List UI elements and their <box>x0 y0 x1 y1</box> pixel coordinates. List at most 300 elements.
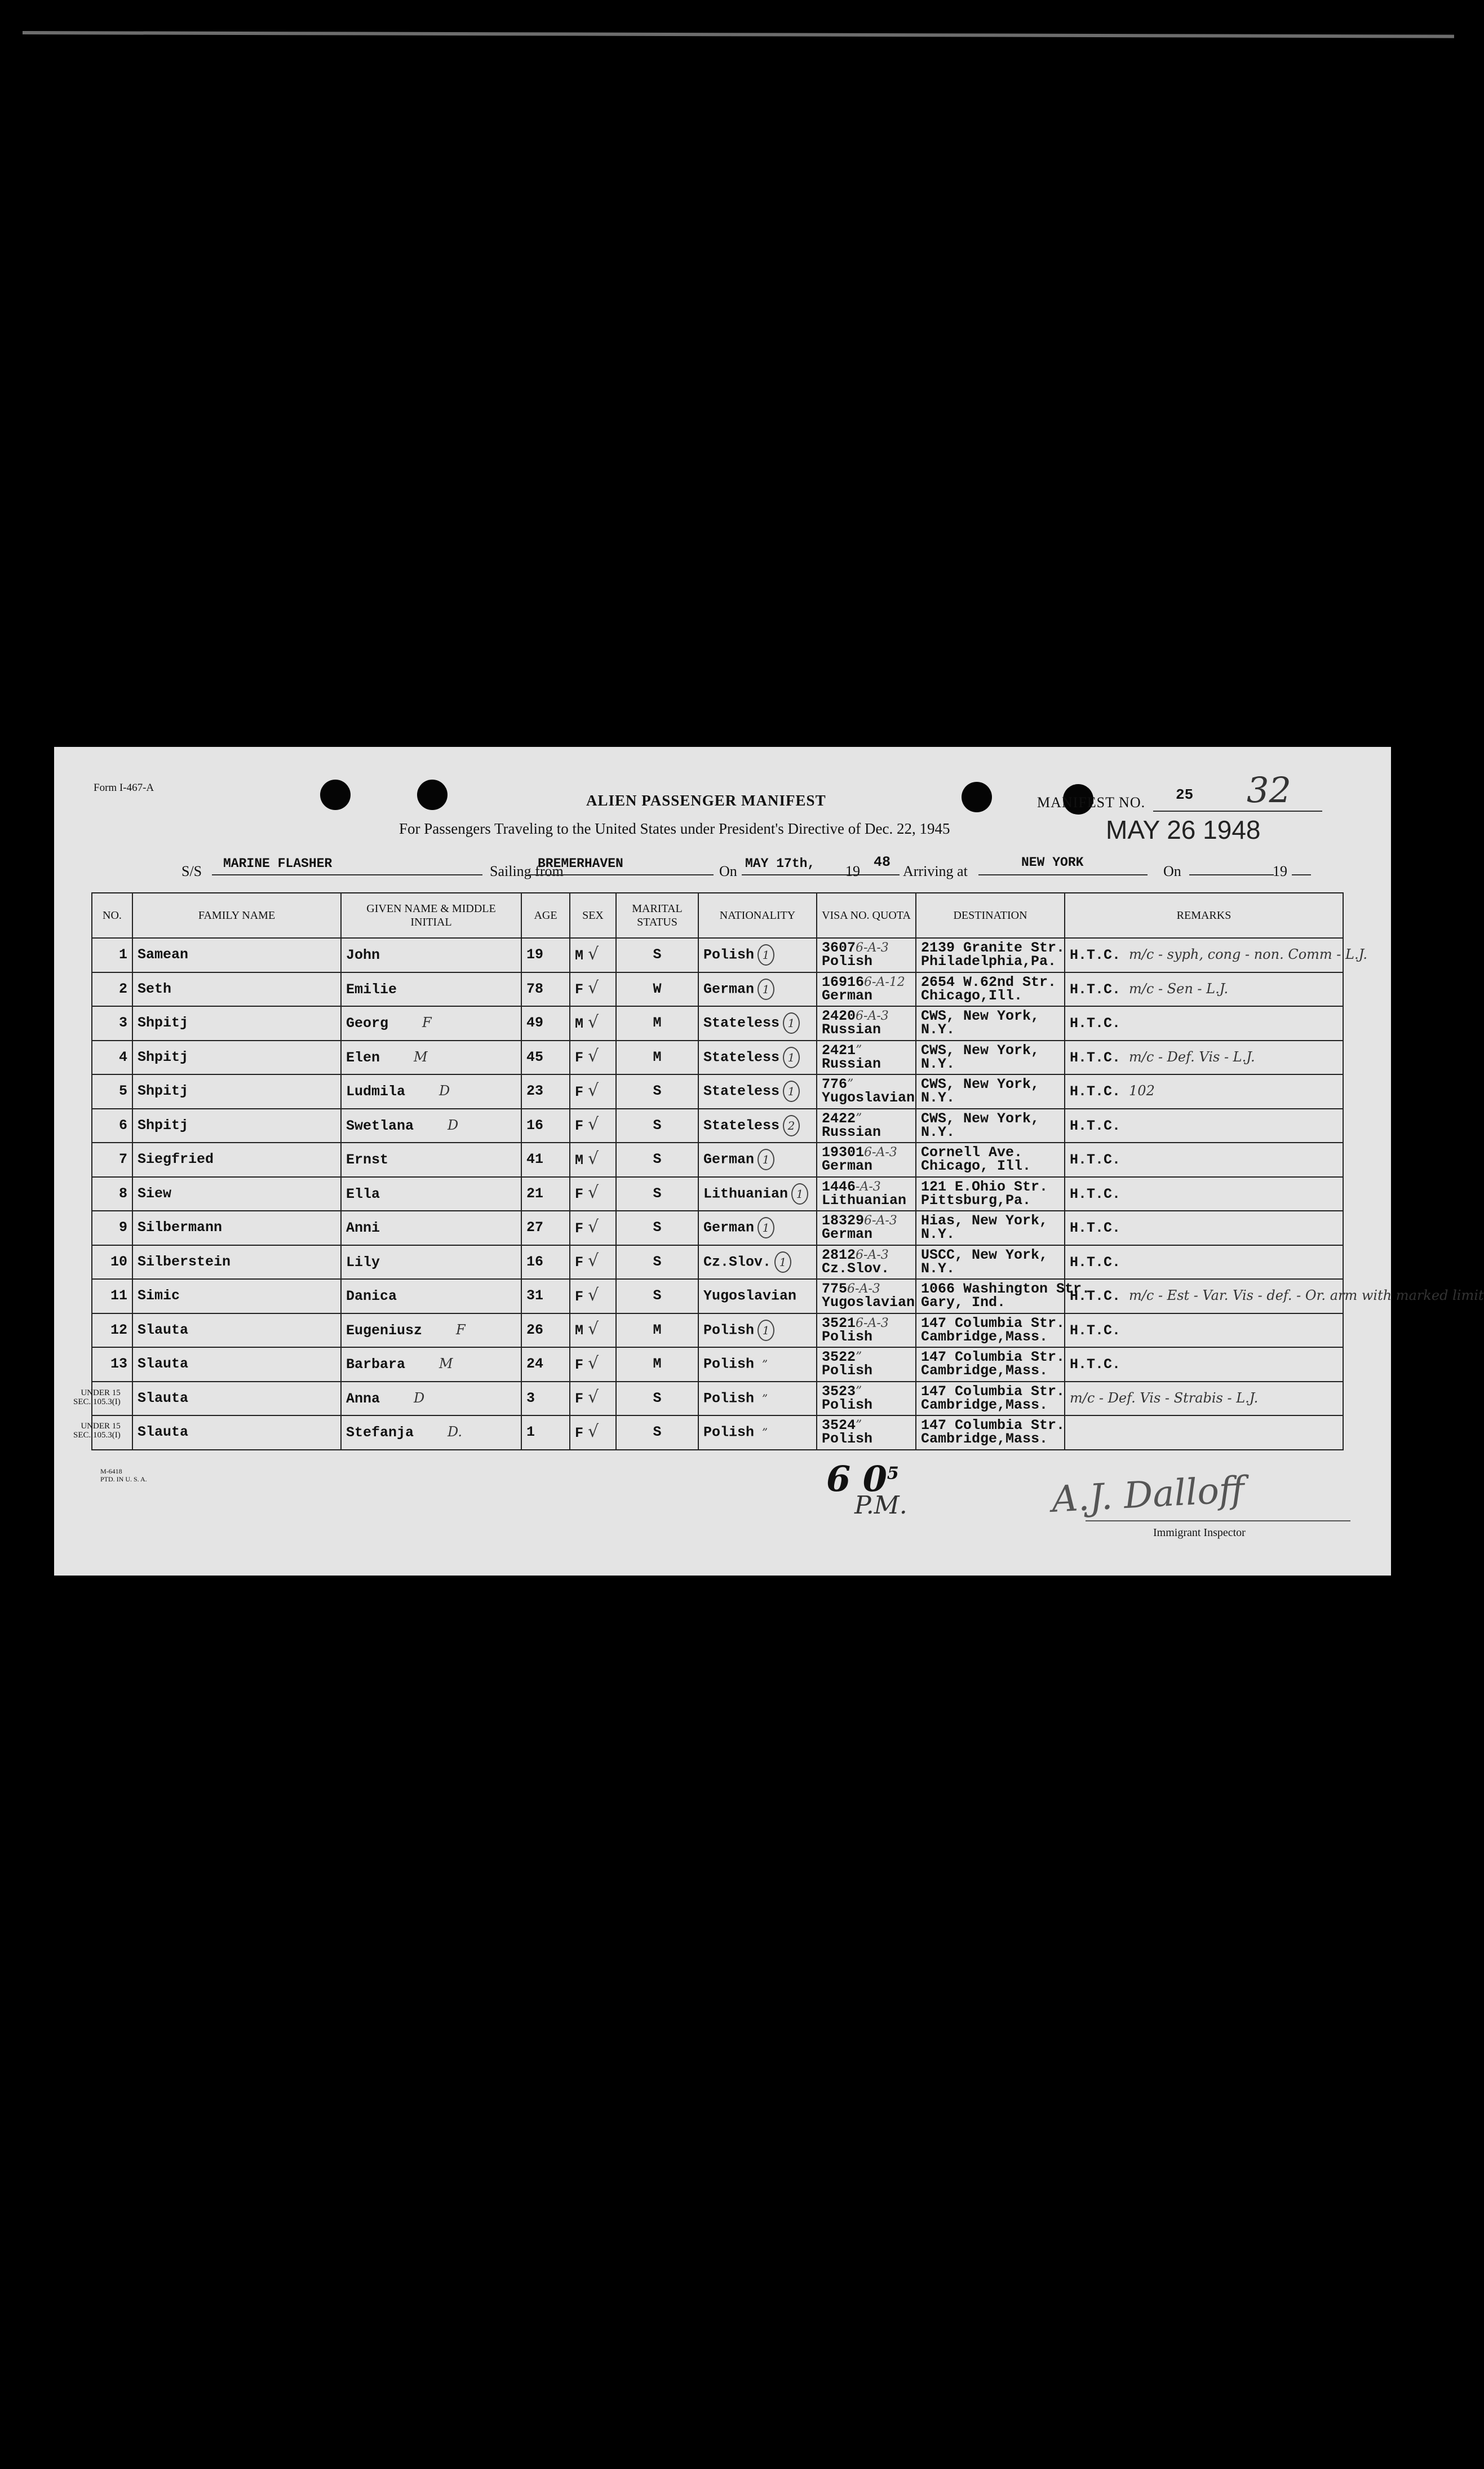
remarks-cell <box>1065 1245 1343 1280</box>
destination-cell <box>916 938 1065 972</box>
destination-cell <box>916 972 1065 1007</box>
passenger-row <box>92 1177 1343 1211</box>
destination-cell <box>916 1006 1065 1041</box>
quota-value: Yugoslavian <box>822 1090 915 1107</box>
destination-line-1: Hias, New York, <box>921 1213 1048 1229</box>
family-role-mark: D. <box>448 1424 463 1440</box>
given-name-cell <box>341 938 521 972</box>
visa-cell <box>817 1074 916 1109</box>
manifest-label: MANIFEST NO. <box>1037 794 1146 811</box>
given-name-cell <box>341 1177 521 1211</box>
visa-annotation: 6-A-3 <box>856 1009 889 1024</box>
quota-value: Yugoslavian <box>822 1294 915 1311</box>
visa-annotation: ” <box>847 1077 854 1092</box>
year-label: 19 <box>845 863 860 879</box>
visa-number: 3524 <box>822 1417 856 1434</box>
destination-line-1: 147 Columbia Str. <box>921 1417 1065 1434</box>
nationality-value: Polish <box>703 946 755 963</box>
circled-mark: 1 <box>791 1183 808 1205</box>
visa-number: 775 <box>822 1281 848 1298</box>
sex-cell <box>570 1347 616 1382</box>
visa-annotation: 6-A-3 <box>856 1247 889 1262</box>
section-label: SEC. 105.3(I) <box>73 1397 121 1406</box>
family-name-cell: Slauta <box>132 1415 341 1450</box>
visa-number: 3521 <box>822 1315 856 1331</box>
sex-value: F <box>575 1356 584 1373</box>
visa-cell <box>817 1143 916 1177</box>
manifest-handwritten-number: 32 <box>1247 769 1291 811</box>
visa-annotation: 6-A-3 <box>864 1145 897 1160</box>
row-number: 2 <box>92 972 132 1007</box>
count-superscript: 5 <box>887 1463 899 1484</box>
age-cell: 23 <box>521 1074 570 1109</box>
remarks-cell <box>1065 1006 1343 1041</box>
visa-number: 16916 <box>822 974 865 990</box>
remarks-cell <box>1065 1313 1343 1348</box>
family-role-mark: D <box>448 1117 459 1133</box>
passenger-row <box>92 1415 1343 1450</box>
family-name-cell: Silberstein <box>132 1245 341 1280</box>
given-name: Swetlana <box>346 1117 414 1134</box>
destination-line-1: CWS, New York, <box>921 1076 1040 1093</box>
remarks-cell <box>1065 1143 1343 1177</box>
under15-label: UNDER 15 <box>81 1422 121 1431</box>
sailing-port: BREMERHAVEN <box>538 856 623 871</box>
destination-cell <box>916 1074 1065 1109</box>
given-name: Lily <box>346 1254 380 1271</box>
row-number: 5 <box>92 1074 132 1109</box>
manifest-document <box>54 747 1484 1576</box>
nationality-cell <box>698 1415 817 1450</box>
sex-value: F <box>575 1220 584 1237</box>
visa-annotation: 6-A-3 <box>847 1282 880 1297</box>
circled-mark: ” <box>761 1357 768 1371</box>
given-name-cell <box>341 1347 521 1382</box>
nationality-value: Polish <box>703 1390 755 1407</box>
visa-cell <box>817 1006 916 1041</box>
destination-line-2: Cambridge,Mass. <box>921 1362 1048 1379</box>
given-name-cell <box>341 1211 521 1245</box>
visa-cell <box>817 1382 916 1416</box>
circled-mark: 1 <box>783 1081 800 1102</box>
nationality-cell <box>698 1382 817 1416</box>
sex-cell <box>570 1415 616 1450</box>
nationality-cell <box>698 938 817 972</box>
col-family-name: FAMILY NAME <box>132 893 341 938</box>
marital-status-cell: W <box>616 972 698 1007</box>
col-sex: SEX <box>570 893 616 938</box>
destination-cell <box>916 1177 1065 1211</box>
row-number: 12 <box>92 1313 132 1348</box>
visa-number: 3607 <box>822 940 856 957</box>
age-cell: 24 <box>521 1347 570 1382</box>
passenger-row <box>92 972 1343 1007</box>
remarks-cell <box>1065 972 1343 1007</box>
visa-number: 2421 <box>822 1042 856 1059</box>
inspector-label: Immigrant Inspector <box>1153 1526 1246 1539</box>
quota-value: Russian <box>822 1123 881 1140</box>
given-name: Stefanja <box>346 1424 414 1441</box>
destination-line-2: N.Y. <box>921 1055 955 1072</box>
check-mark-icon: √ <box>588 1353 599 1373</box>
age-cell: 41 <box>521 1143 570 1177</box>
quota-value: German <box>822 987 873 1004</box>
print-info <box>100 1467 147 1483</box>
remarks-typed: H.T.C. <box>1070 1220 1121 1237</box>
given-name-cell <box>341 1313 521 1348</box>
family-name-cell: Slauta <box>132 1313 341 1348</box>
quota-value: Russian <box>822 1055 881 1072</box>
passenger-row <box>92 1382 1343 1416</box>
row-number: 10 <box>92 1245 132 1280</box>
destination-cell <box>916 1347 1065 1382</box>
given-name-cell <box>341 1279 521 1313</box>
given-name: Georg <box>346 1015 389 1032</box>
sailing-label: Sailing from <box>490 863 564 879</box>
family-role-mark: F <box>422 1015 432 1031</box>
visa-number: 776 <box>822 1076 848 1093</box>
visa-cell <box>817 1245 916 1280</box>
sex-value: F <box>575 1288 584 1305</box>
check-mark-icon: √ <box>588 1251 599 1271</box>
passenger-row <box>92 1074 1343 1109</box>
sex-cell <box>570 1211 616 1245</box>
ship-line <box>212 874 482 875</box>
sex-cell <box>570 1006 616 1041</box>
passenger-row <box>92 1006 1343 1041</box>
passenger-row <box>92 1347 1343 1382</box>
remarks-handwritten: 102 <box>1129 1083 1155 1099</box>
circled-mark: 1 <box>757 1217 774 1238</box>
section-label: SEC. 105.3(I) <box>73 1431 121 1440</box>
destination-cell <box>916 1211 1065 1245</box>
visa-number: 2422 <box>822 1110 856 1127</box>
nationality-cell <box>698 1279 817 1313</box>
age-cell: 27 <box>521 1211 570 1245</box>
col-no: NO. <box>92 893 132 938</box>
given-name: Eugeniusz <box>346 1322 423 1339</box>
remarks-cell <box>1065 1109 1343 1143</box>
row-number: 3 <box>92 1006 132 1041</box>
sex-value: F <box>575 1424 584 1441</box>
passenger-row <box>92 1245 1343 1280</box>
remarks-cell <box>1065 1211 1343 1245</box>
ship-name: MARINE FLASHER <box>223 856 333 871</box>
passenger-row <box>92 1143 1343 1177</box>
arriving-label: Arriving at <box>903 863 968 879</box>
family-role-mark: D <box>439 1083 450 1099</box>
row-number: 1 <box>92 938 132 972</box>
inspector-signature: A.J. Dalloff <box>1051 1469 1246 1521</box>
nationality-cell <box>698 1006 817 1041</box>
arrival-date-line <box>1189 874 1274 875</box>
visa-number: 2420 <box>822 1008 856 1025</box>
remarks-typed: H.T.C. <box>1070 1254 1121 1271</box>
sex-cell <box>570 972 616 1007</box>
quota-value: German <box>822 1226 873 1243</box>
destination-line-2: Chicago, Ill. <box>921 1158 1031 1175</box>
visa-number: 18329 <box>822 1213 865 1229</box>
visa-number: 3523 <box>822 1383 856 1400</box>
sex-value: M <box>575 1322 584 1339</box>
marital-status-cell: S <box>616 1279 698 1313</box>
remarks-handwritten: m/c - Def. Vis - L.J. <box>1129 1048 1255 1065</box>
destination-line-1: USCC, New York, <box>921 1246 1048 1263</box>
nationality-cell <box>698 1313 817 1348</box>
nationality-value: Yugoslavian <box>703 1287 797 1304</box>
row-number: 9 <box>92 1211 132 1245</box>
remarks-typed: H.T.C. <box>1070 1049 1121 1066</box>
marital-status-cell: S <box>616 1415 698 1450</box>
on2-label: On <box>1163 863 1181 879</box>
given-name: Anni <box>346 1220 380 1237</box>
passenger-row <box>92 1313 1343 1348</box>
remarks-handwritten: m/c - Def. Vis - Strabis - L.J. <box>1070 1390 1259 1406</box>
circled-mark: ” <box>761 1426 768 1440</box>
check-mark-icon: √ <box>588 1148 599 1169</box>
given-name-cell <box>341 972 521 1007</box>
visa-annotation: ” <box>856 1384 862 1399</box>
row-number: 13 <box>92 1347 132 1382</box>
passenger-row <box>92 1211 1343 1245</box>
on-label: On <box>719 863 737 879</box>
age-cell: 3 <box>521 1382 570 1416</box>
age-cell: 45 <box>521 1041 570 1075</box>
destination-line-1: 1066 Washington Str. <box>921 1281 1091 1298</box>
family-name-cell: Simic <box>132 1279 341 1313</box>
circled-mark: 1 <box>774 1251 791 1273</box>
marital-status-cell: S <box>616 1245 698 1280</box>
ss-label: S/S <box>181 863 202 879</box>
print-location: PTD. IN U. S. A. <box>100 1475 147 1483</box>
col-visa-quota: VISA NO. QUOTA <box>817 893 916 938</box>
sex-cell <box>570 1245 616 1280</box>
destination-line-1: 121 E.Ohio Str. <box>921 1178 1048 1195</box>
destination-line-1: 147 Columbia Str. <box>921 1349 1065 1366</box>
family-name-cell: Slauta <box>132 1382 341 1416</box>
sex-cell <box>570 1279 616 1313</box>
received-date-stamp: MAY 26 1948 <box>1106 815 1261 844</box>
family-name-cell: Samean <box>132 938 341 972</box>
remarks-typed: H.T.C. <box>1070 981 1121 998</box>
quota-value: German <box>822 1158 873 1175</box>
circled-mark: 1 <box>757 1149 774 1170</box>
sex-value: M <box>575 1015 584 1032</box>
remarks-cell <box>1065 1177 1343 1211</box>
visa-cell <box>817 1109 916 1143</box>
under15-note-b <box>73 1422 121 1440</box>
destination-cell <box>916 1313 1065 1348</box>
form-number: Form I-467-A <box>94 782 154 794</box>
marital-status-cell: S <box>616 1109 698 1143</box>
remarks-typed: H.T.C. <box>1070 1015 1121 1032</box>
age-cell: 31 <box>521 1279 570 1313</box>
punch-hole <box>320 780 351 810</box>
passenger-row <box>92 1041 1343 1075</box>
visa-number: 3522 <box>822 1349 856 1366</box>
marital-status-cell: M <box>616 1006 698 1041</box>
age-cell: 16 <box>521 1245 570 1280</box>
sex-cell <box>570 1074 616 1109</box>
marital-status-cell: S <box>616 1382 698 1416</box>
visa-number: 1446 <box>822 1178 856 1195</box>
destination-cell <box>916 1041 1065 1075</box>
destination-line-2: N.Y. <box>921 1260 955 1277</box>
nationality-value: Stateless <box>703 1117 780 1134</box>
destination-line-1: CWS, New York, <box>921 1008 1040 1025</box>
given-name: Ella <box>346 1185 380 1202</box>
destination-cell <box>916 1143 1065 1177</box>
count-value: 6 0 <box>826 1458 887 1499</box>
nationality-value: Polish <box>703 1356 755 1373</box>
destination-line-2: Cambridge,Mass. <box>921 1431 1048 1448</box>
family-name-cell: Silbermann <box>132 1211 341 1245</box>
remarks-handwritten: m/c - syph, cong - non. Comm - L.J. <box>1129 946 1367 963</box>
sex-value: F <box>575 981 584 998</box>
visa-cell <box>817 1211 916 1245</box>
given-name: Ernst <box>346 1152 389 1169</box>
sex-value: M <box>575 1152 584 1169</box>
destination-line-2: Pittsburg,Pa. <box>921 1192 1031 1209</box>
row-number: 8 <box>92 1177 132 1211</box>
family-role-mark: F <box>456 1321 466 1338</box>
sex-value: F <box>575 1118 584 1135</box>
visa-cell <box>817 1313 916 1348</box>
col-given-name: GIVEN NAME & MIDDLE INITIAL <box>341 893 521 938</box>
nationality-cell <box>698 1041 817 1075</box>
remarks-typed: H.T.C. <box>1070 1152 1121 1169</box>
circled-mark: 1 <box>757 1320 774 1341</box>
marital-status-cell: M <box>616 1313 698 1348</box>
given-name: Emilie <box>346 981 397 998</box>
passenger-row <box>92 1109 1343 1143</box>
check-mark-icon: √ <box>588 1216 599 1237</box>
sex-cell <box>570 1143 616 1177</box>
visa-annotation: ” <box>856 1043 862 1057</box>
destination-line-1: 147 Columbia Str. <box>921 1315 1065 1331</box>
family-name-cell: Shpitj <box>132 1074 341 1109</box>
sex-cell <box>570 1313 616 1348</box>
circled-mark: 2 <box>783 1115 800 1136</box>
visa-annotation: 6-A-3 <box>864 1214 897 1228</box>
family-role-mark: M <box>414 1048 428 1065</box>
given-name-cell <box>341 1109 521 1143</box>
sailing-line <box>528 874 714 875</box>
table-header-row <box>92 893 1343 938</box>
marital-status-cell: S <box>616 938 698 972</box>
sex-value: F <box>575 1083 584 1100</box>
destination-cell <box>916 1415 1065 1450</box>
given-name: Elen <box>346 1049 380 1066</box>
remarks-cell <box>1065 938 1367 972</box>
remarks-cell <box>1065 1415 1343 1450</box>
nationality-value: Stateless <box>703 1049 780 1066</box>
age-cell: 26 <box>521 1313 570 1348</box>
destination-line-2: Chicago,Ill. <box>921 987 1023 1004</box>
manifest-typed-number: 25 <box>1176 786 1194 803</box>
signature-line <box>1086 1520 1350 1521</box>
remarks-handwritten: m/c - Sen - L.J. <box>1129 980 1229 997</box>
sex-value: F <box>575 1254 584 1271</box>
sex-value: F <box>575 1391 584 1408</box>
visa-number: 19301 <box>822 1144 865 1161</box>
given-name: Barbara <box>346 1356 406 1373</box>
family-name-cell: Shpitj <box>132 1041 341 1075</box>
passenger-table <box>91 892 1484 1450</box>
check-mark-icon: √ <box>588 978 599 998</box>
circled-mark: 1 <box>783 1012 800 1034</box>
given-name: Danica <box>346 1288 397 1305</box>
remarks-typed: H.T.C. <box>1070 1356 1121 1373</box>
marital-status-cell: S <box>616 1177 698 1211</box>
visa-annotation: 6-A-3 <box>856 1316 889 1330</box>
form-subtitle: For Passengers Traveling to the United States under President's Directive of Dec. 22, 1945 <box>399 820 950 837</box>
nationality-value: German <box>703 981 755 998</box>
sex-cell <box>570 1382 616 1416</box>
given-name: Anna <box>346 1390 380 1407</box>
nationality-value: German <box>703 1219 755 1236</box>
family-role-mark: D <box>414 1390 425 1406</box>
given-name: John <box>346 947 380 964</box>
nationality-cell <box>698 972 817 1007</box>
marital-status-cell: S <box>616 1211 698 1245</box>
quota-value: Cz.Slov. <box>822 1260 890 1277</box>
quota-value: Polish <box>822 953 873 970</box>
destination-line-2: N.Y. <box>921 1021 955 1038</box>
check-mark-icon: √ <box>588 1387 599 1408</box>
col-age: AGE <box>521 893 570 938</box>
under15-label: UNDER 15 <box>81 1388 121 1397</box>
remarks-typed: H.T.C. <box>1070 1117 1121 1134</box>
visa-annotation: ” <box>856 1418 862 1433</box>
family-name-cell: Siegfried <box>132 1143 341 1177</box>
destination-line-1: 2139 Granite Str. <box>921 940 1065 957</box>
quota-value: Russian <box>822 1021 881 1038</box>
passenger-row <box>92 1279 1343 1313</box>
row-number: 6 <box>92 1109 132 1143</box>
check-mark-icon: √ <box>588 1012 599 1032</box>
circled-mark: 1 <box>757 979 774 1000</box>
visa-cell <box>817 1347 916 1382</box>
remarks-typed: H.T.C. <box>1070 1288 1121 1305</box>
family-name-cell: Seth <box>132 972 341 1007</box>
visa-cell <box>817 1415 916 1450</box>
visa-cell <box>817 1041 916 1075</box>
family-name-cell: Shpitj <box>132 1006 341 1041</box>
destination-line-1: Cornell Ave. <box>921 1144 1023 1161</box>
sex-cell <box>570 938 616 972</box>
given-name-cell <box>341 1245 521 1280</box>
check-mark-icon: √ <box>588 1319 599 1339</box>
destination-line-1: CWS, New York, <box>921 1110 1040 1127</box>
nationality-value: Lithuanian <box>703 1185 788 1202</box>
marital-status-cell: S <box>616 1074 698 1109</box>
destination-line-2: Philadelphia,Pa. <box>921 953 1057 970</box>
passenger-row <box>92 938 1343 972</box>
sex-value: F <box>575 1050 584 1067</box>
given-name: Ludmila <box>346 1083 406 1100</box>
nationality-value: Polish <box>703 1322 755 1339</box>
destination-line-2: Cambridge,Mass. <box>921 1396 1048 1413</box>
visa-annotation: 6-A-3 <box>856 941 889 955</box>
quota-value: Lithuanian <box>822 1192 907 1209</box>
nationality-cell <box>698 1074 817 1109</box>
sex-value: F <box>575 1186 584 1203</box>
nationality-value: Cz.Slov. <box>703 1254 772 1271</box>
given-name-cell <box>341 1006 521 1041</box>
visa-number: 2812 <box>822 1246 856 1263</box>
check-mark-icon: √ <box>588 1421 599 1441</box>
